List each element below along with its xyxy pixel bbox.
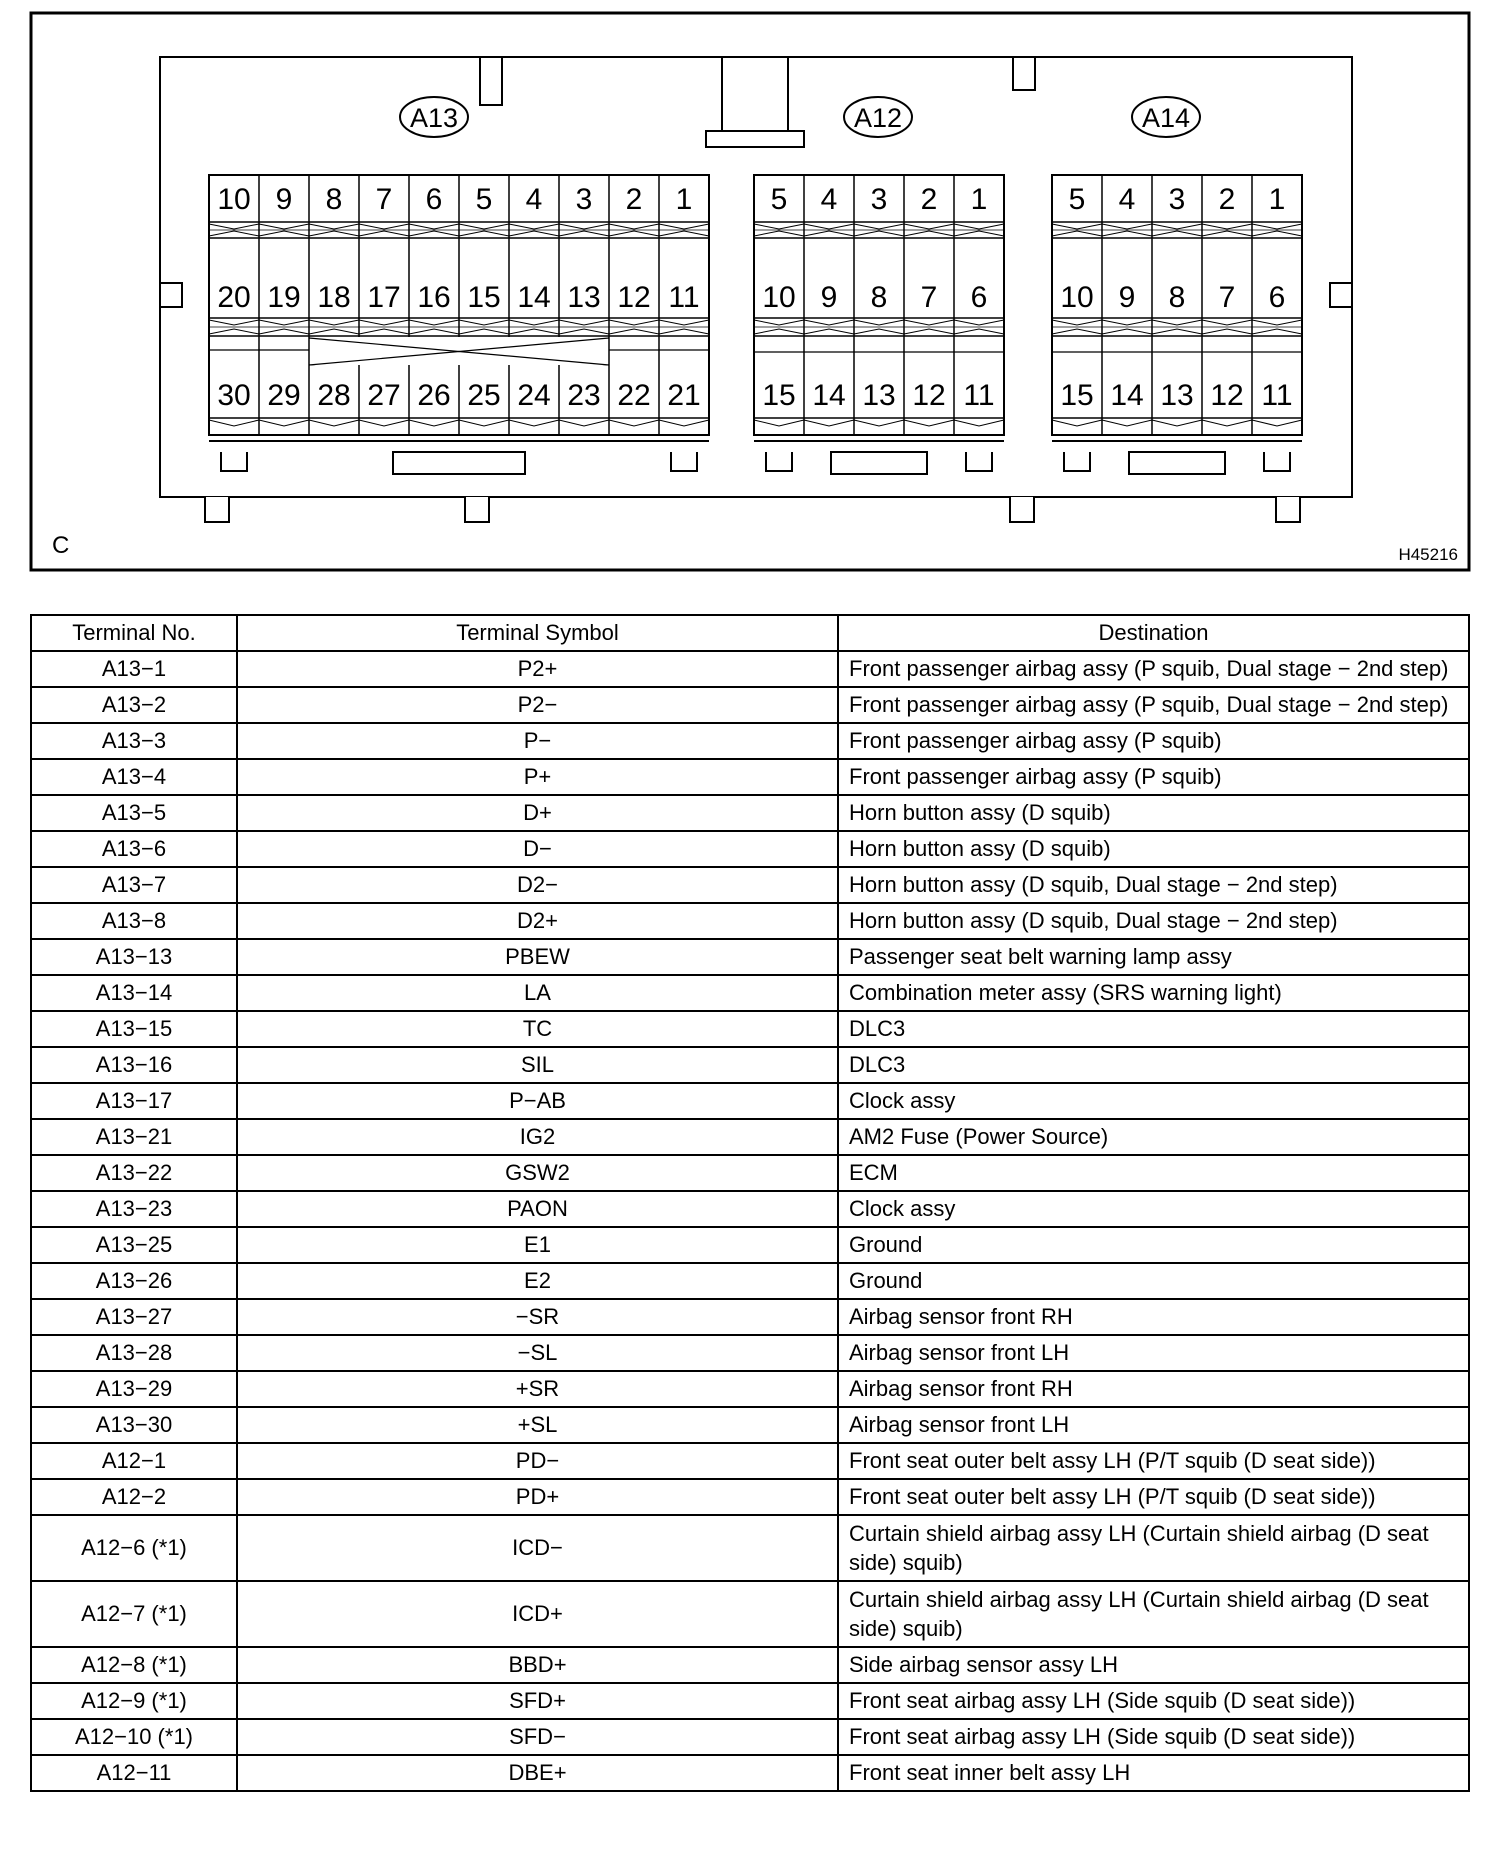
pin-number: 1 (970, 183, 988, 216)
connector-latch (831, 452, 927, 474)
terminal-symbol-cell: +SR (237, 1371, 838, 1407)
pin-number: 2 (1218, 183, 1236, 216)
table-row (31, 939, 1469, 975)
table-row (31, 795, 1469, 831)
terminal-symbol-cell: IG2 (237, 1119, 838, 1155)
terminal-symbol-cell: SFD+ (237, 1683, 838, 1719)
pin-number: 7 (1218, 281, 1236, 314)
terminal-no-cell: A12−8 (*1) (31, 1647, 237, 1683)
destination-cell: Airbag sensor front RH (838, 1299, 1469, 1335)
terminal-no-cell: A13−22 (31, 1155, 237, 1191)
connector-name-label: A13 (409, 103, 459, 133)
destination-cell: Front passenger airbag assy (P squib) (838, 759, 1469, 795)
terminal-no-cell: A13−27 (31, 1299, 237, 1335)
pin-number: 3 (1168, 183, 1186, 216)
housing-foot (1010, 497, 1034, 522)
destination-cell: Curtain shield airbag assy LH (Curtain shield airbag (D seat side) squib) (838, 1581, 1469, 1647)
pin-number: 9 (820, 281, 838, 314)
terminal-symbol-cell: SIL (237, 1047, 838, 1083)
destination-cell: Horn button assy (D squib, Dual stage − 2nd step) (838, 867, 1469, 903)
destination-cell: Front passenger airbag assy (P squib, Dual stage − 2nd step) (838, 687, 1469, 723)
destination-cell: Airbag sensor front LH (838, 1407, 1469, 1443)
destination-cell: Airbag sensor front LH (838, 1335, 1469, 1371)
pin-number: 12 (1210, 379, 1244, 412)
terminal-symbol-cell: P2+ (237, 651, 838, 687)
pin-number: 9 (275, 183, 293, 216)
table-row (31, 1407, 1469, 1443)
pin-number: 27 (367, 379, 401, 412)
destination-cell: Front seat inner belt assy LH (838, 1755, 1469, 1791)
terminal-no-cell: A13−13 (31, 939, 237, 975)
terminal-no-cell: A13−6 (31, 831, 237, 867)
pin-number: 5 (770, 183, 788, 216)
pin-number: 24 (517, 379, 551, 412)
terminal-no-cell: A13−29 (31, 1371, 237, 1407)
pin-number: 29 (267, 379, 301, 412)
terminal-symbol-cell: P+ (237, 759, 838, 795)
table-row (31, 1719, 1469, 1755)
table-row (31, 1227, 1469, 1263)
pin-number: 22 (617, 379, 651, 412)
terminal-symbol-cell: LA (237, 975, 838, 1011)
terminal-symbol-cell: PBEW (237, 939, 838, 975)
connector-latch (1129, 452, 1225, 474)
pin-number: 18 (317, 281, 351, 314)
connector-name-label: A12 (853, 103, 903, 133)
terminal-symbol-cell: P− (237, 723, 838, 759)
table-row (31, 831, 1469, 867)
destination-cell: Front seat airbag assy LH (Side squib (D seat side)) (838, 1719, 1469, 1755)
terminal-no-cell: A12−7 (*1) (31, 1581, 237, 1647)
terminal-symbol-cell: −SR (237, 1299, 838, 1335)
terminal-no-cell: A13−14 (31, 975, 237, 1011)
pin-number: 14 (812, 379, 846, 412)
pin-number: 8 (1168, 281, 1186, 314)
table-row (31, 1047, 1469, 1083)
terminal-symbol-cell: ICD− (237, 1515, 838, 1581)
table-row (31, 1263, 1469, 1299)
pin-number: 8 (325, 183, 343, 216)
pin-number: 15 (467, 281, 501, 314)
terminal-no-cell: A12−6 (*1) (31, 1515, 237, 1581)
destination-cell: DLC3 (838, 1011, 1469, 1047)
table-row (31, 1155, 1469, 1191)
destination-cell: Horn button assy (D squib, Dual stage − 2nd step) (838, 903, 1469, 939)
destination-cell: ECM (838, 1155, 1469, 1191)
destination-cell: Curtain shield airbag assy LH (Curtain shield airbag (D seat side) squib) (838, 1515, 1469, 1581)
pin-number: 1 (1268, 183, 1286, 216)
pin-number: 26 (417, 379, 451, 412)
table-row (31, 1119, 1469, 1155)
pin-number: 14 (517, 281, 551, 314)
terminal-symbol-cell: E2 (237, 1263, 838, 1299)
terminal-no-cell: A13−8 (31, 903, 237, 939)
terminal-no-cell: A13−16 (31, 1047, 237, 1083)
pin-number: 28 (317, 379, 351, 412)
pin-number: 15 (762, 379, 796, 412)
terminal-symbol-cell: P2− (237, 687, 838, 723)
pin-number: 10 (1060, 281, 1094, 314)
table-row (31, 903, 1469, 939)
pin-number: 2 (920, 183, 938, 216)
connector-name-label: A14 (1141, 103, 1191, 133)
terminal-symbol-cell: PD− (237, 1443, 838, 1479)
terminal-symbol-cell: PD+ (237, 1479, 838, 1515)
destination-cell: Clock assy (838, 1083, 1469, 1119)
header-terminal-symbol: Terminal Symbol (237, 615, 838, 651)
terminal-no-cell: A13−4 (31, 759, 237, 795)
destination-cell: Horn button assy (D squib) (838, 831, 1469, 867)
pin-number: 25 (467, 379, 501, 412)
terminal-symbol-cell: TC (237, 1011, 838, 1047)
housing-tab (480, 57, 502, 105)
pin-number: 13 (862, 379, 896, 412)
terminal-no-cell: A13−23 (31, 1191, 237, 1227)
pin-number: 2 (625, 183, 643, 216)
terminal-no-cell: A13−1 (31, 651, 237, 687)
pin-number: 30 (217, 379, 251, 412)
terminal-symbol-cell: PAON (237, 1191, 838, 1227)
housing-side-tab (160, 283, 182, 307)
terminal-no-cell: A13−7 (31, 867, 237, 903)
pin-number: 1 (675, 183, 693, 216)
pin-number: 13 (1160, 379, 1194, 412)
pin-number: 17 (367, 281, 401, 314)
header-destination: Destination (838, 615, 1469, 651)
pin-number: 23 (567, 379, 601, 412)
pin-number: 4 (525, 183, 543, 216)
connector-latch (393, 452, 525, 474)
pin-number: 19 (267, 281, 301, 314)
table-row (31, 1647, 1469, 1683)
terminal-no-cell: A13−30 (31, 1407, 237, 1443)
terminal-no-cell: A13−25 (31, 1227, 237, 1263)
table-row (31, 1083, 1469, 1119)
terminal-symbol-cell: D− (237, 831, 838, 867)
housing-foot (465, 497, 489, 522)
pin-number: 11 (668, 281, 700, 314)
pin-number: 21 (667, 379, 701, 412)
pin-number: 7 (920, 281, 938, 314)
table-row (31, 1683, 1469, 1719)
pin-number: 3 (575, 183, 593, 216)
pin-number: 12 (617, 281, 651, 314)
terminal-no-cell: A13−5 (31, 795, 237, 831)
pin-number: 14 (1110, 379, 1144, 412)
terminal-no-cell: A13−15 (31, 1011, 237, 1047)
pin-number: 13 (567, 281, 601, 314)
pin-number: 9 (1118, 281, 1136, 314)
pin-number: 4 (1118, 183, 1136, 216)
pin-number: 16 (417, 281, 451, 314)
destination-cell: Front passenger airbag assy (P squib) (838, 723, 1469, 759)
terminal-symbol-cell: E1 (237, 1227, 838, 1263)
table-row (31, 867, 1469, 903)
table-row (31, 759, 1469, 795)
terminal-symbol-cell: D2− (237, 867, 838, 903)
terminal-no-cell: A12−10 (*1) (31, 1719, 237, 1755)
terminal-symbol-cell: BBD+ (237, 1647, 838, 1683)
terminal-no-cell: A12−1 (31, 1443, 237, 1479)
destination-cell: Front seat outer belt assy LH (P/T squib (D seat side)) (838, 1479, 1469, 1515)
table-row (31, 687, 1469, 723)
destination-cell: Ground (838, 1263, 1469, 1299)
pin-number: 5 (1068, 183, 1086, 216)
terminal-symbol-cell: DBE+ (237, 1755, 838, 1791)
terminal-no-cell: A13−3 (31, 723, 237, 759)
table-row (31, 651, 1469, 687)
pin-number: 4 (820, 183, 838, 216)
pin-number: 15 (1060, 379, 1094, 412)
housing-foot (205, 497, 229, 522)
connector-diagram (0, 0, 1504, 580)
pin-number: 5 (475, 183, 493, 216)
pin-number: 7 (375, 183, 393, 216)
destination-cell: Clock assy (838, 1191, 1469, 1227)
housing-center-post (706, 131, 804, 147)
reference-code: H45216 (1398, 545, 1458, 564)
table-row (31, 1299, 1469, 1335)
table-row (31, 1581, 1469, 1647)
terminal-no-cell: A12−9 (*1) (31, 1683, 237, 1719)
terminal-no-cell: A13−21 (31, 1119, 237, 1155)
table-row (31, 1443, 1469, 1479)
housing-tab (1013, 57, 1035, 90)
destination-cell: DLC3 (838, 1047, 1469, 1083)
table-row (31, 1191, 1469, 1227)
destination-cell: Horn button assy (D squib) (838, 795, 1469, 831)
housing-side-tab (1330, 283, 1352, 307)
corner-label: C (52, 532, 70, 559)
terminal-symbol-cell: D+ (237, 795, 838, 831)
table-row (31, 1335, 1469, 1371)
destination-cell: Combination meter assy (SRS warning light) (838, 975, 1469, 1011)
pin-number: 10 (217, 183, 251, 216)
pin-number: 11 (963, 379, 995, 412)
housing-foot (1276, 497, 1300, 522)
pin-number: 6 (425, 183, 443, 216)
destination-cell: Front passenger airbag assy (P squib, Dual stage − 2nd step) (838, 651, 1469, 687)
pin-number: 20 (217, 281, 251, 314)
table-row (31, 1479, 1469, 1515)
terminal-symbol-cell: GSW2 (237, 1155, 838, 1191)
pin-number: 8 (870, 281, 888, 314)
terminal-no-cell: A13−26 (31, 1263, 237, 1299)
pin-number: 12 (912, 379, 946, 412)
terminal-no-cell: A12−2 (31, 1479, 237, 1515)
pin-number: 6 (1268, 281, 1286, 314)
destination-cell: Side airbag sensor assy LH (838, 1647, 1469, 1683)
destination-cell: Ground (838, 1227, 1469, 1263)
terminal-symbol-cell: D2+ (237, 903, 838, 939)
header-terminal-no: Terminal No. (31, 615, 237, 651)
table-row (31, 1011, 1469, 1047)
destination-cell: Passenger seat belt warning lamp assy (838, 939, 1469, 975)
table-header-row (31, 615, 1469, 651)
terminal-symbol-cell: +SL (237, 1407, 838, 1443)
table-row (31, 1515, 1469, 1581)
destination-cell: Airbag sensor front RH (838, 1371, 1469, 1407)
pin-number: 6 (970, 281, 988, 314)
table-row (31, 975, 1469, 1011)
pin-number: 10 (762, 281, 796, 314)
pin-number: 3 (870, 183, 888, 216)
terminal-no-cell: A13−2 (31, 687, 237, 723)
terminal-symbol-cell: −SL (237, 1335, 838, 1371)
destination-cell: Front seat airbag assy LH (Side squib (D seat side)) (838, 1683, 1469, 1719)
terminal-no-cell: A13−28 (31, 1335, 237, 1371)
terminal-table (30, 614, 1470, 1792)
destination-cell: AM2 Fuse (Power Source) (838, 1119, 1469, 1155)
pin-number: 11 (1261, 379, 1293, 412)
destination-cell: Front seat outer belt assy LH (P/T squib (D seat side)) (838, 1443, 1469, 1479)
terminal-no-cell: A12−11 (31, 1755, 237, 1791)
table-row (31, 723, 1469, 759)
terminal-no-cell: A13−17 (31, 1083, 237, 1119)
terminal-symbol-cell: ICD+ (237, 1581, 838, 1647)
table-row (31, 1371, 1469, 1407)
terminal-symbol-cell: P−AB (237, 1083, 838, 1119)
table-row (31, 1755, 1469, 1791)
terminal-symbol-cell: SFD− (237, 1719, 838, 1755)
